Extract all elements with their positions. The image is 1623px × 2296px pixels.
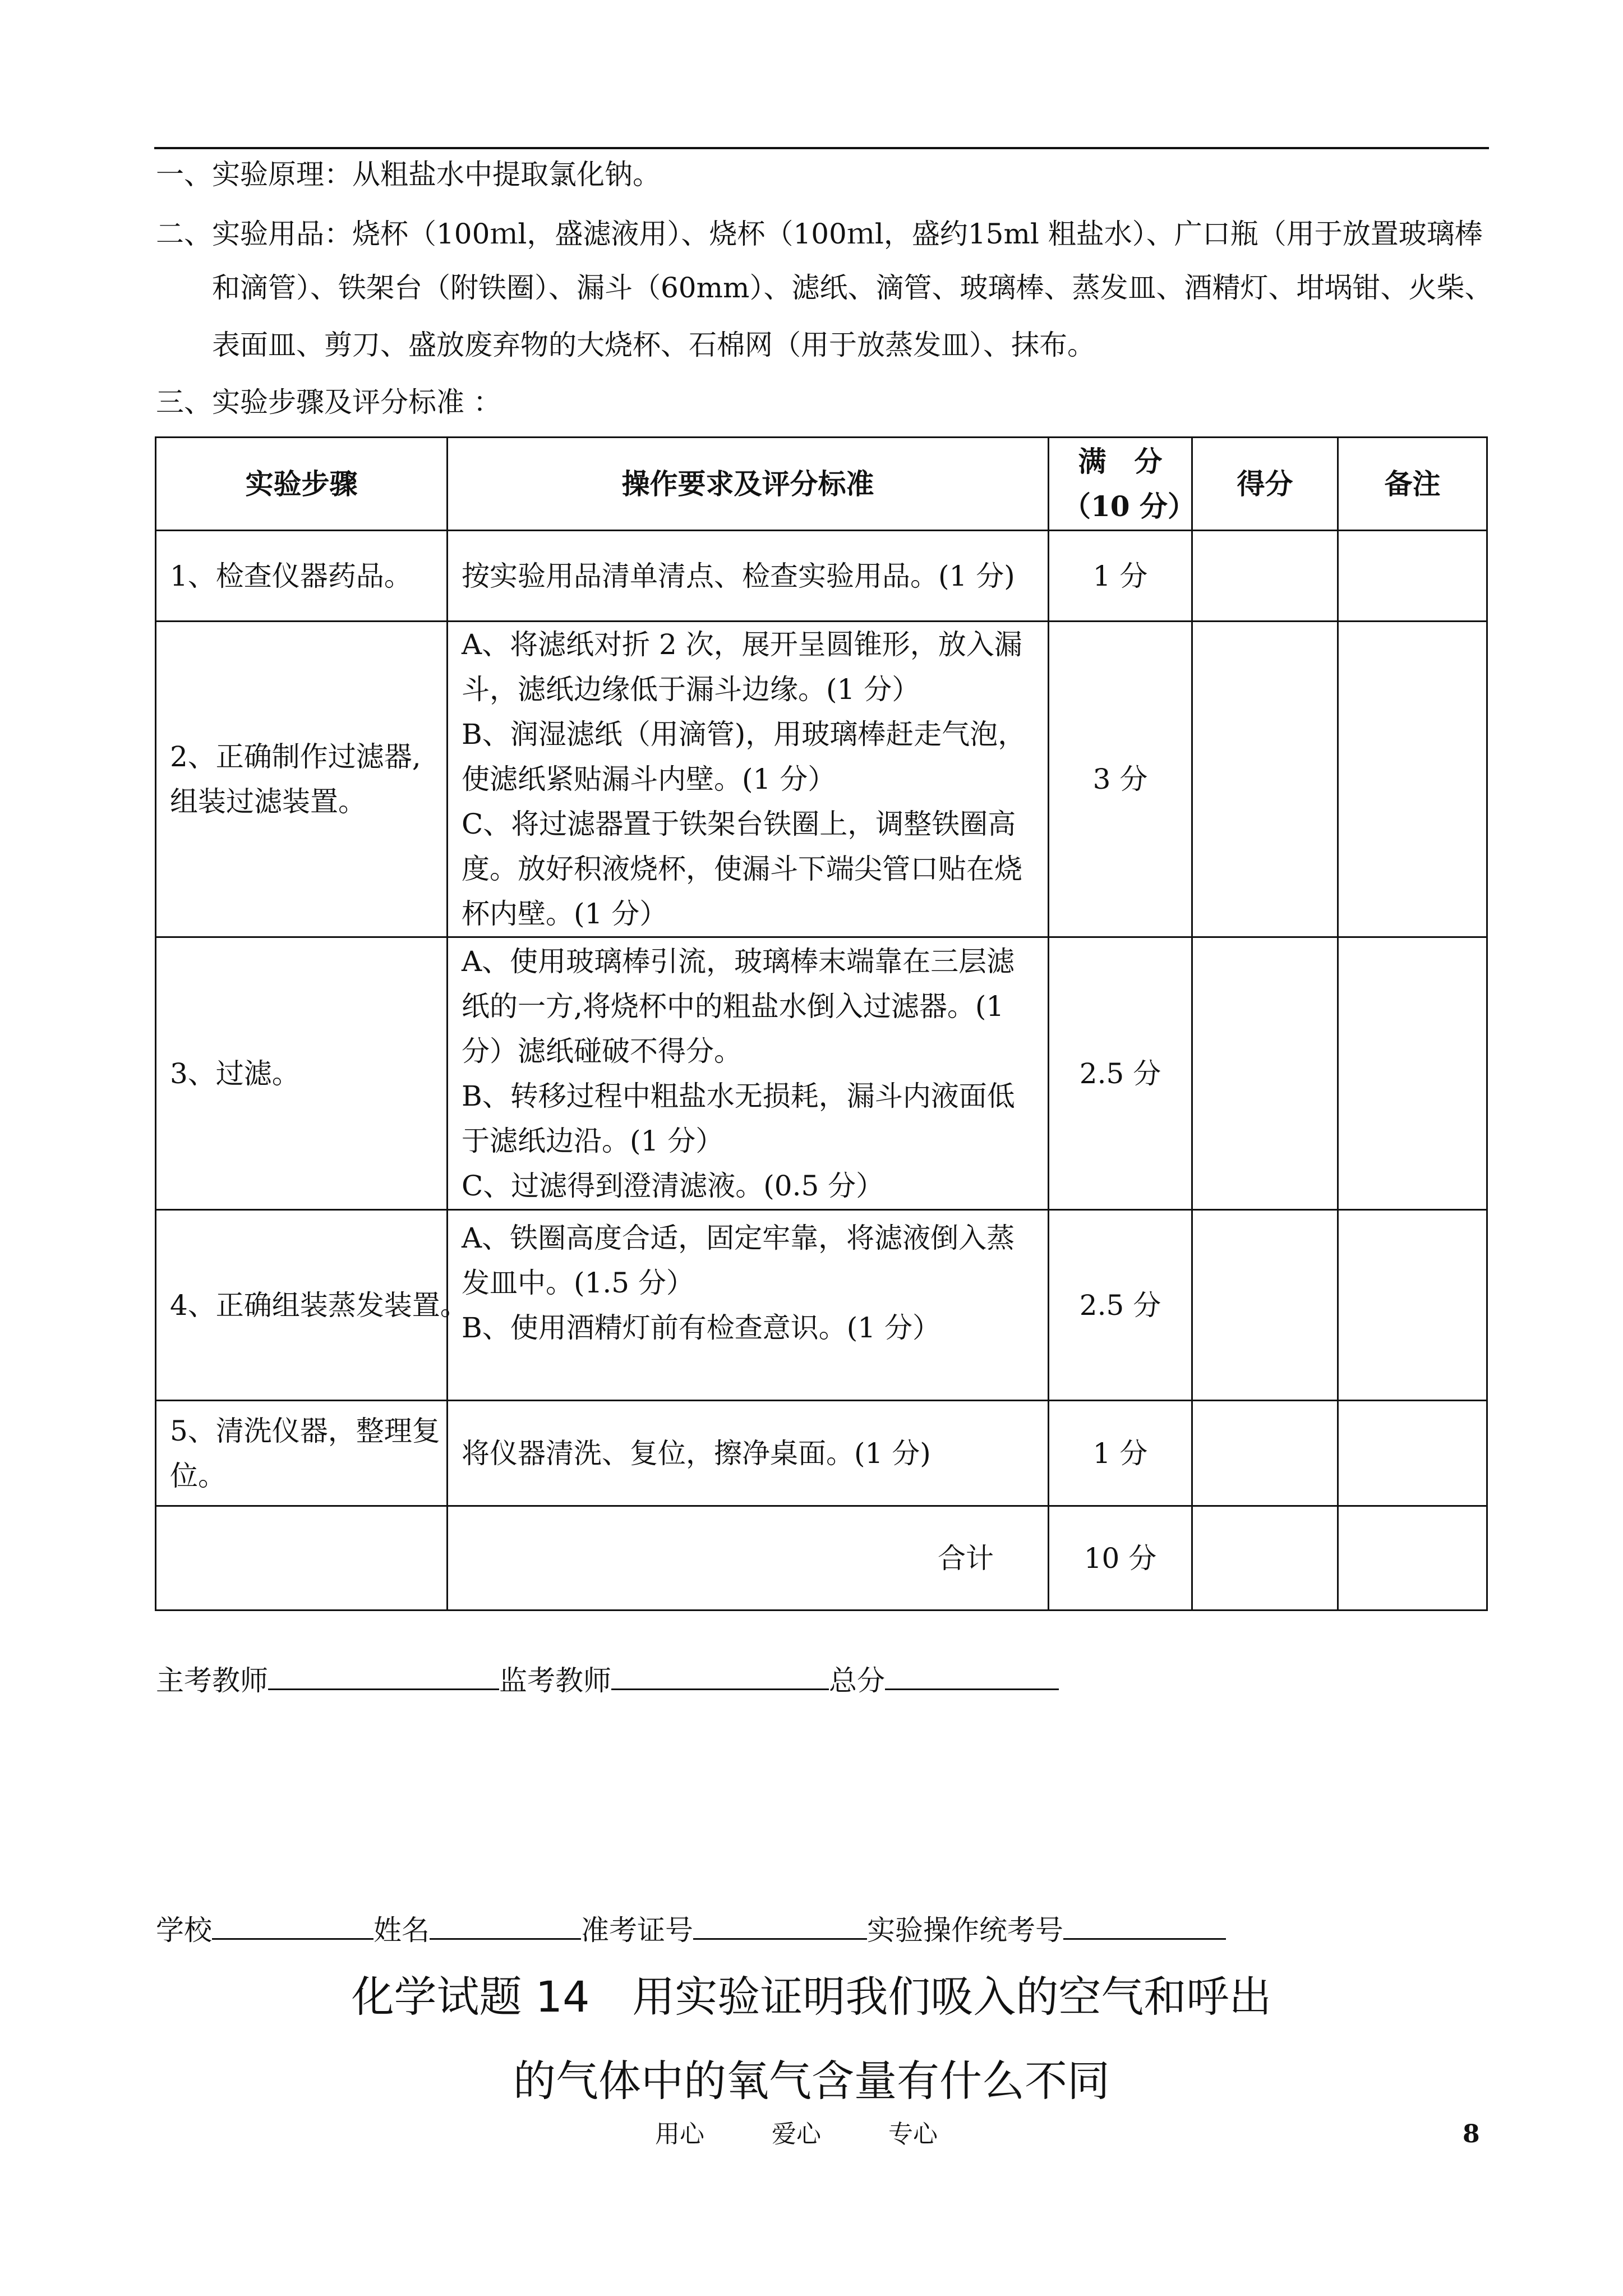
- step-cell: [156, 622, 448, 937]
- table-row: [156, 1401, 1487, 1506]
- proctor-label: 监考教师: [499, 1664, 611, 1697]
- exam-number-blank: [693, 1904, 867, 1940]
- requirement-text: B、润湿滤纸（用滴管)，用玻璃棒赶走气泡，: [462, 718, 1026, 751]
- signature-line: [156, 1655, 1059, 1703]
- score-entry-cell: [1192, 622, 1338, 937]
- requirement-text: C、过滤得到澄清滤液。(0.5 分）: [462, 1169, 884, 1202]
- page-number: 8: [1463, 2120, 1480, 2148]
- table-row: [156, 622, 1487, 937]
- next-question-title-line1: 化学试题 14 用实验证明我们吸入的空气和呼出: [351, 1972, 1272, 2022]
- next-question-title-line2: 的气体中的氧气含量有什么不同: [513, 2056, 1110, 2106]
- operation-number-label: 实验操作统考号: [867, 1914, 1063, 1947]
- requirement-text: 于滤纸边沿。(1 分）: [462, 1124, 724, 1157]
- footer-item: 爱心: [772, 2120, 821, 2148]
- score-entry-cell: [1192, 531, 1338, 622]
- step-cell: [156, 937, 448, 1210]
- full-score-cell: 2.5 分: [1049, 1210, 1192, 1401]
- requirement-text: A、使用玻璃棒引流，玻璃棒末端靠在三层滤: [462, 945, 1015, 978]
- step-cell: [156, 1210, 468, 1401]
- chief-teacher-label: 主考教师: [156, 1664, 268, 1697]
- proctor-blank: [611, 1655, 829, 1690]
- requirement-text: 分）滤纸碰破不得分。: [462, 1034, 742, 1068]
- student-info-line: [156, 1904, 1226, 1953]
- requirement-text: 发皿中。(1.5 分）: [462, 1266, 694, 1299]
- requirement-text: B、使用酒精灯前有检查意识。(1 分）: [462, 1311, 940, 1344]
- header-note: 备注: [1338, 438, 1487, 531]
- note-cell: [1338, 937, 1487, 1210]
- requirement-cell: [448, 1210, 1049, 1401]
- step-text: 4、正确组装蒸发装置。: [170, 1289, 468, 1322]
- school-blank: [212, 1904, 374, 1940]
- steps-heading: 三、实验步骤及评分标准 ：: [156, 386, 501, 418]
- name-blank: [430, 1904, 581, 1940]
- requirement-text: 将仪器清洗、复位，擦净桌面。(1 分): [462, 1437, 931, 1470]
- score-entry-cell: [1192, 937, 1338, 1210]
- note-cell: [1338, 622, 1487, 937]
- total-score-cell: [1192, 1506, 1338, 1611]
- total-note-cell: [1338, 1506, 1487, 1611]
- materials-text-line3: 表面皿、剪刀、盛放废弃物的大烧杯、石棉网（用于放蒸发皿）、抹布。: [212, 329, 1095, 361]
- full-score-cell: 1 分: [1049, 1401, 1192, 1506]
- principle-text: 一、实验原理：从粗盐水中提取氯化钠。: [156, 158, 661, 191]
- requirement-text: A、铁圈高度合适，固定牢靠，将滤液倒入蒸: [462, 1221, 1015, 1254]
- step-text: 3、过滤。: [170, 1057, 300, 1090]
- materials-text-line1: 二、实验用品：烧杯（100ｍl，盛滤液用）、烧杯（100ｍl，盛约15ml 粗盐水）、广口瓶（用于放置玻璃棒: [156, 218, 1483, 250]
- requirement-cell: [448, 531, 1049, 622]
- requirement-text: C、将过滤器置于铁架台铁圈上，调整铁圈高: [462, 808, 1016, 840]
- requirement-text: 按实验用品清单清点、检查实验用品。(1 分): [462, 559, 1015, 592]
- requirement-text: 杯内壁。(1 分）: [462, 898, 668, 930]
- scoring-table: [155, 436, 1488, 1611]
- full-score-cell: 2.5 分: [1049, 937, 1192, 1210]
- total-value: 10 分: [1049, 1506, 1192, 1611]
- exam-number-label: 准考证号: [581, 1914, 693, 1947]
- score-entry-cell: [1192, 1401, 1338, 1506]
- note-cell: [1338, 1401, 1487, 1506]
- requirement-text: B、转移过程中粗盐水无损耗，漏斗内液面低: [462, 1079, 1015, 1112]
- footer-item: 用心: [655, 2120, 704, 2148]
- chief-teacher-blank: [268, 1655, 499, 1690]
- materials-text-line2: 和滴管）、铁架台（附铁圈）、漏斗（60mm）、滤纸、滴管、玻璃棒、蒸发皿、酒精灯、坩埚钳、火柴、: [212, 272, 1493, 304]
- full-score-cell: 1 分: [1049, 531, 1192, 622]
- footer-item: 专心: [888, 2120, 938, 2148]
- table-row: [156, 1210, 1487, 1401]
- step-text: 组装过滤装置。: [170, 785, 366, 818]
- name-label: 姓名: [374, 1914, 430, 1947]
- total-label: 合计: [448, 1506, 1049, 1611]
- header-score: 得分: [1192, 438, 1338, 531]
- table-header-row: [156, 438, 1487, 531]
- note-cell: [1338, 1210, 1487, 1401]
- requirement-text: 斗，滤纸边缘低于漏斗边缘。(1 分）: [462, 673, 920, 706]
- total-score-label: 总分: [829, 1664, 885, 1697]
- requirement-text: 度。放好积液烧杯，使漏斗下端尖管口贴在烧: [462, 853, 1022, 885]
- operation-number-blank: [1063, 1904, 1226, 1940]
- requirement-cell: [448, 622, 1049, 937]
- total-empty-cell: [156, 1506, 448, 1611]
- requirement-text: A、将滤纸对折 2 次，展开呈圆锥形，放入漏: [462, 628, 1022, 661]
- header-full-score: 满 分 （10 分）: [1049, 438, 1192, 531]
- step-text: 2、正确制作过滤器,: [170, 740, 421, 773]
- requirement-cell: [448, 937, 1049, 1210]
- requirement-text: [462, 1350, 1034, 1395]
- requirement-text: 使滤纸紧贴漏斗内壁。(1 分）: [462, 763, 836, 795]
- table-total-row: [156, 1506, 1487, 1611]
- total-score-blank: [885, 1655, 1059, 1690]
- step-cell: [156, 531, 448, 622]
- requirement-cell: [448, 1401, 1049, 1506]
- step-cell: [156, 1401, 448, 1506]
- footer-motto: [655, 2118, 1005, 2151]
- school-label: 学校: [156, 1914, 212, 1947]
- note-cell: [1338, 531, 1487, 622]
- header-step: 实验步骤: [156, 438, 448, 531]
- score-entry-cell: [1192, 1210, 1338, 1401]
- step-text: 1、检查仪器药品。: [170, 559, 412, 592]
- header-requirement: 操作要求及评分标准: [448, 438, 1049, 531]
- step-text: 5、清洗仪器，整理复: [170, 1414, 440, 1447]
- step-text: 位。: [170, 1459, 226, 1492]
- full-score-cell: 3 分: [1049, 622, 1192, 937]
- table-row: [156, 531, 1487, 622]
- requirement-text: 纸的一方,将烧杯中的粗盐水倒入过滤器。(1: [462, 990, 1004, 1023]
- table-row: [156, 937, 1487, 1210]
